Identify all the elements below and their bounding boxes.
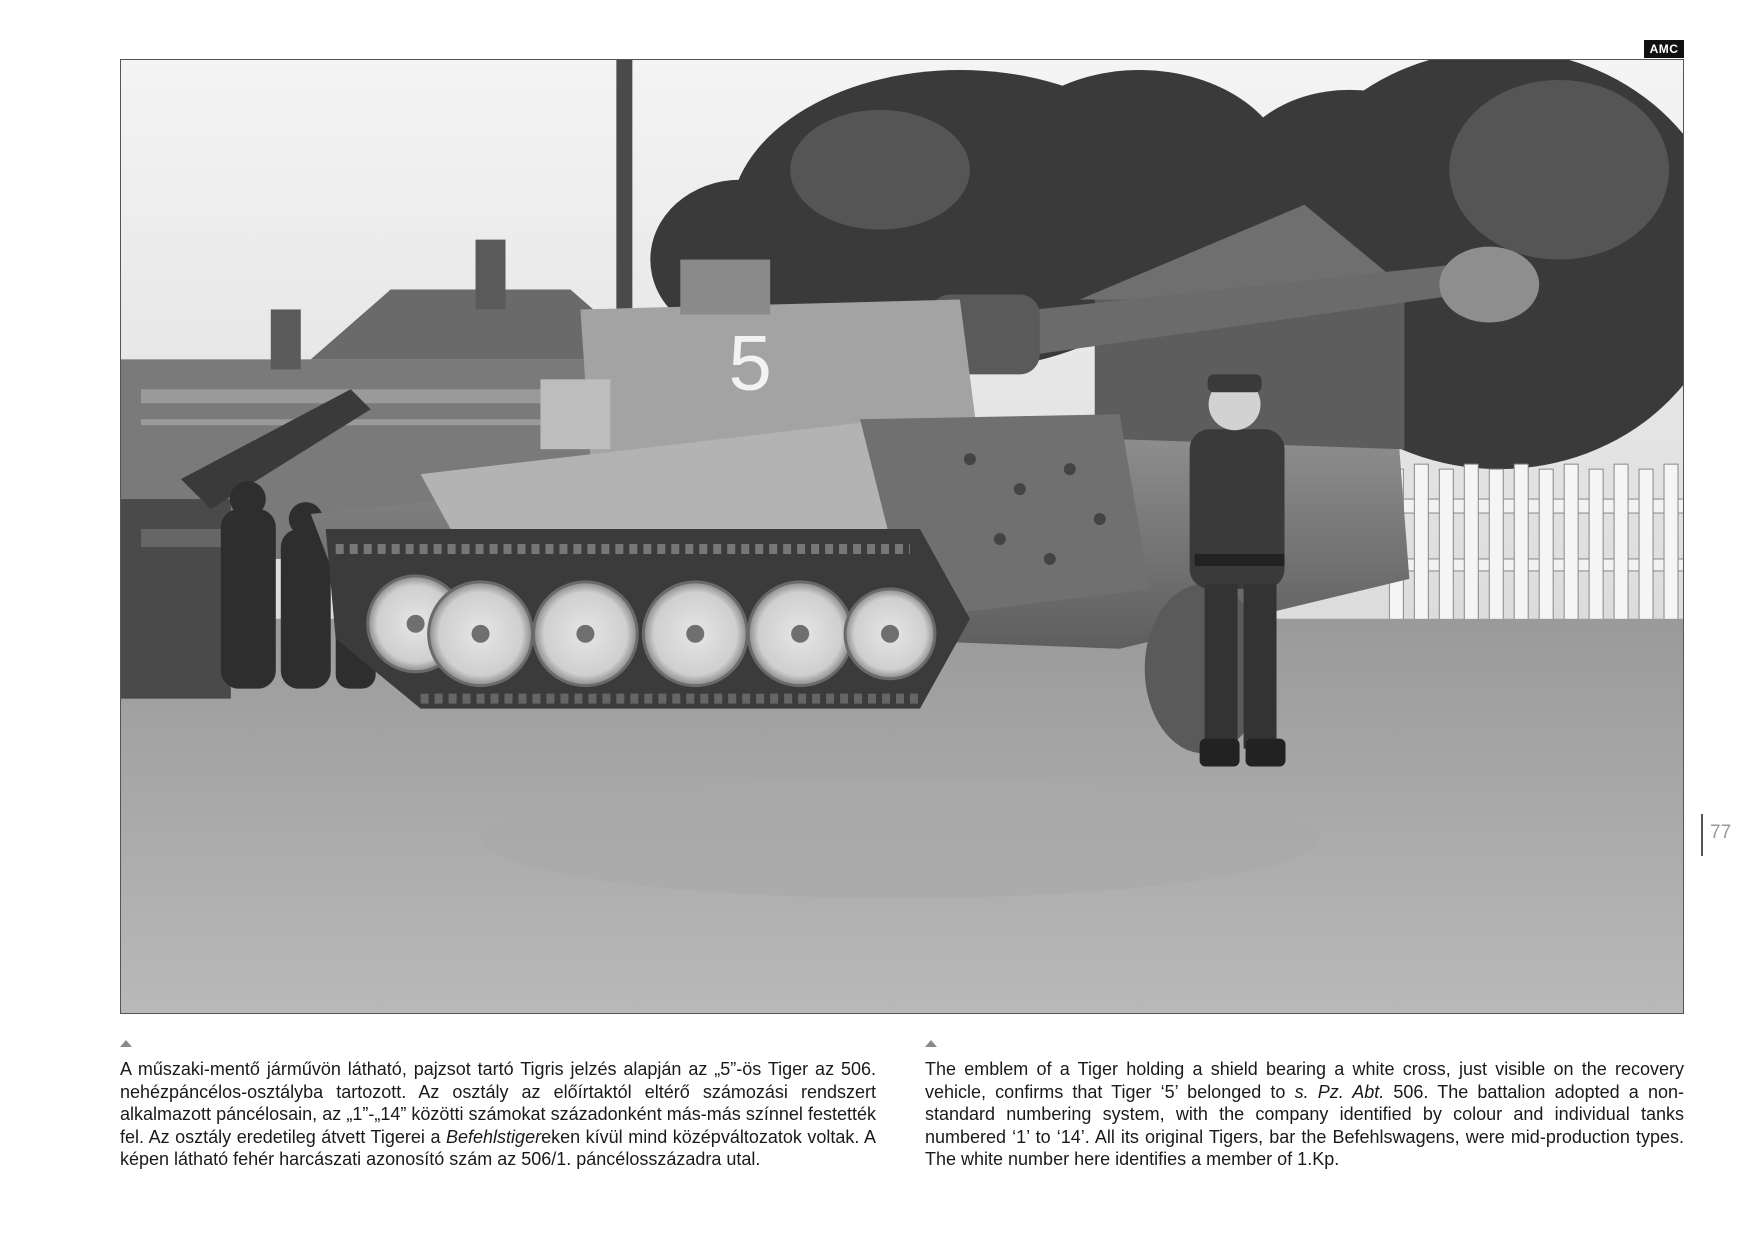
photo-illustration [121, 60, 1683, 1013]
caption-en-part2: 506. The battalion adopted a non-standard numbering system, with the company identified by colour and individual tanks numbered ‘1’ to ‘14’. All its original Tigers, bar the Befehlswagens, were mid-production types. The white number here identifies a member of 1.Kp. [925, 1081, 1684, 1169]
caption-en-italic: s. Pz. Abt. [1294, 1081, 1385, 1102]
page-number-rule [1701, 814, 1703, 856]
caption-hu-part2: eken kívül mind középváltozatok voltak. A képen látható fehér harcászati azonosító szám az 506/1. páncélosszázadra utal. [120, 1126, 876, 1169]
photo-credit: AMC [1644, 40, 1684, 58]
caption-en-part1: The emblem of a Tiger holding a shield bearing a white cross, just visible on the recovery vehicle, confirms that Tiger ‘5’ belonged to [925, 1059, 1684, 1102]
caption-english-text [925, 1058, 1684, 1171]
caption-marker-icon [120, 1040, 132, 1047]
tiger-tank-photo [120, 59, 1684, 1014]
page-number: 77 [1710, 822, 1732, 843]
caption-english [925, 1058, 1684, 1171]
caption-hungarian-text [120, 1058, 876, 1171]
caption-hu-italic: Befehlstiger [446, 1126, 542, 1147]
caption-marker-icon [925, 1040, 937, 1047]
turret-number: 5 [728, 320, 772, 407]
caption-hu-part1: A műszaki-mentő járművön látható, pajzsot tartó Tigris jelzés alapján az „5”-ös Tiger az 506. nehézpáncélos-osztályba tartozott. Az osztály az előírtaktól eltérő számozási rendszert alkalmazott páncélosain, az „1”-„14” közötti számokat századonként más-más színnel festették fel. Az osztály eredetileg átvett Tigerei a [120, 1059, 876, 1147]
caption-hungarian [120, 1058, 876, 1171]
